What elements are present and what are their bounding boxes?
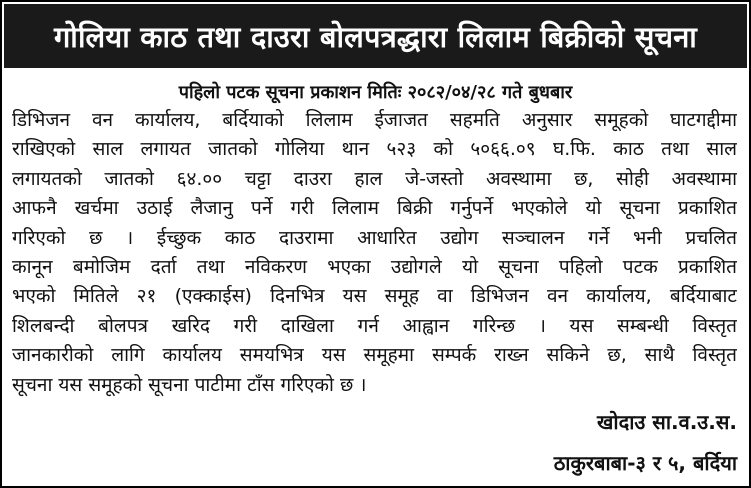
body-line: गरिएको छ । ईच्छुक काठ दाउरामा आधारित उद्योग सञ्चालन गर्ने भनी प्रचलित: [12, 226, 737, 249]
body-line: राखिएको साल लगायत जातको गोलिया थान ५२३ को ५०६६.०९ घ.फि. काठ तथा साल: [12, 138, 737, 161]
body-line: शिलबन्दी बोलपत्र खरिद गरी दाखिला गर्न आह्वान गरिन्छ । यस सम्बन्धी विस्तृत: [12, 314, 737, 337]
body-line: लगायतको जातको ६४.०० चट्टा दाउरा हाल जे-जस्तो अवस्थामा छ, सोही अवस्थामा: [12, 167, 737, 190]
signatory-address: ठाकुरबाबा-३ र ५, बर्दिया: [553, 451, 737, 475]
signatory-name: खोदाउ सा.व.उ.स.: [597, 410, 737, 434]
body-line: सूचना यस समूहको सूचना पाटीमा टाँस गरिएको छ ।: [12, 373, 367, 396]
publication-date: पहिलो पटक सूचना प्रकाशन मितिः २०८२/०४/२८ गते बुधबार: [178, 82, 573, 103]
body-line: आफनै खर्चमा उठाई लैजानु पर्ने गरी लिलाम बिक्री गर्नुपर्ने भएकोले यो सूचना प्रकाशित: [12, 197, 737, 220]
body-line: जानकारीको लागि कार्यालय समयभित्र यस समूहमा सम्पर्क राख्न सकिने छ, साथै विस्तृत: [12, 344, 737, 367]
body-line: भएको मितिले २१ (एक्काईस) दिनभित्र यस समूह वा डिभिजन वन कार्यालय, बर्दियाबाट: [12, 285, 737, 308]
notice-title: गोलिया काठ तथा दाउरा बोलपत्रद्धारा लिलाम बिक्रीको सूचना: [53, 19, 697, 54]
body-line: कानून बमोजिम दर्ता तथा नविकरण भएका उद्योगले यो सूचना पहिलो पटक प्रकाशित: [12, 255, 737, 278]
body-line: डिभिजन वन कार्यालय, बर्दियाको लिलाम ईजाजत सहमति अनुसार समूहको घाटगद्दीमा: [12, 109, 737, 131]
title-bar: [4, 4, 747, 68]
notice-body: [12, 106, 737, 400]
